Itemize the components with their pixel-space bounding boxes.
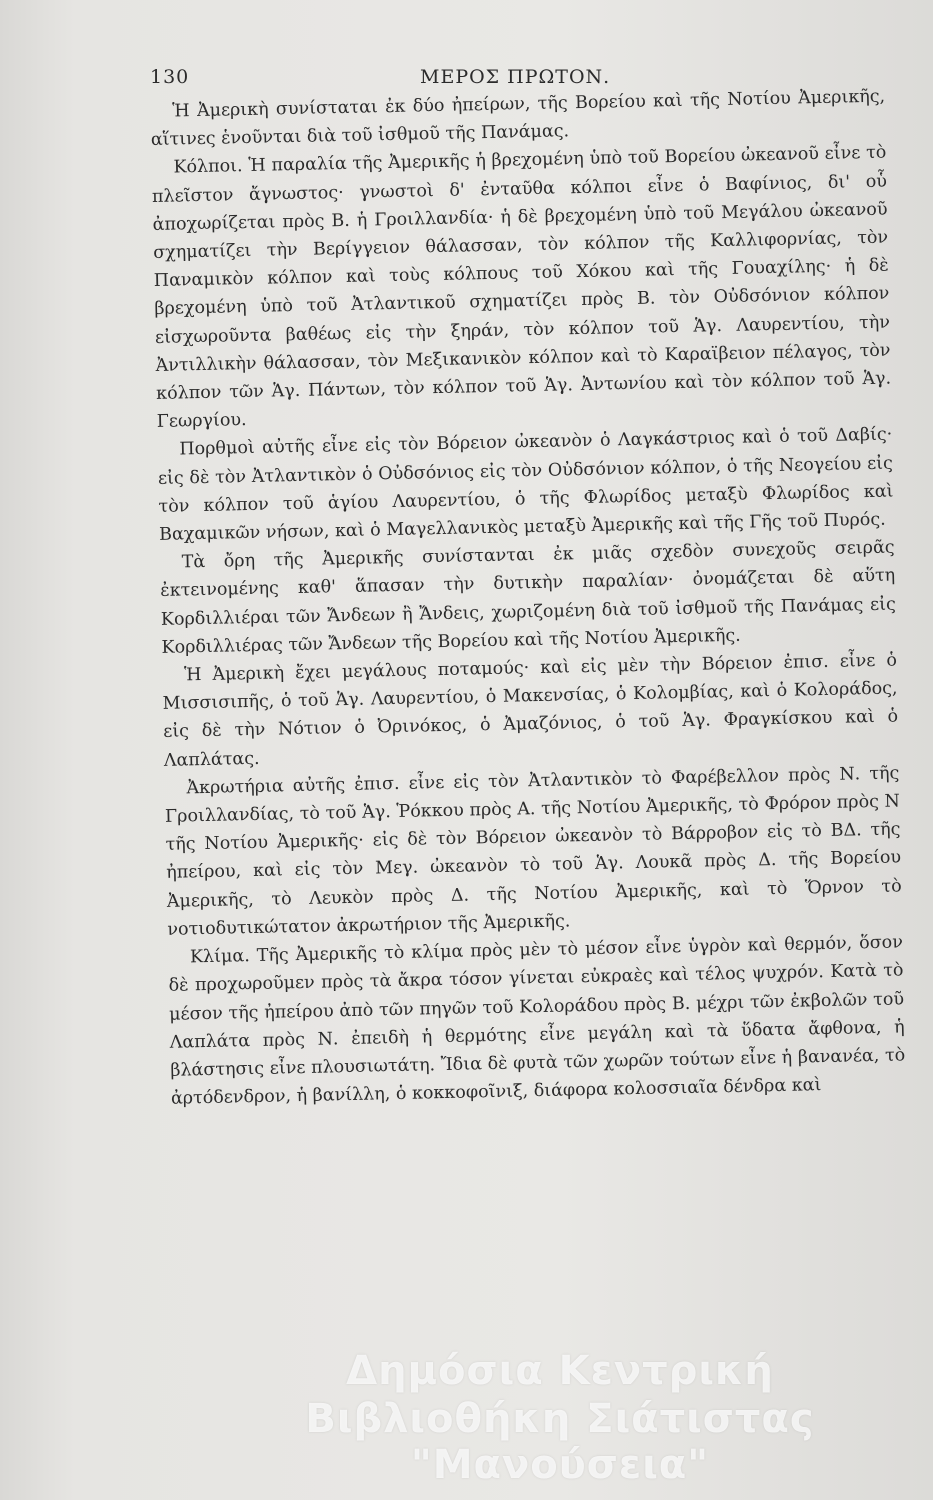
paragraph-capes: Ἀκρωτήρια αὐτῆς ἐπισ. εἶνε εἰς τὸν Ἀτλαντικὸν τὸ Φαρέβελλον πρὸς Ν. τῆς Γροιλλανδίας, τὸ τοῦ Ἁγ. Ῥόκκου πρὸς Α. τῆς Νοτίου Ἀμερικῆς, τὸ Φρόρον πρὸς Ν τῆς Νοτίου Ἀμερικῆς· εἰς δὲ τὸν Βόρειον ὠκεανὸν τὸ Βάρροβον εἰς τὸ ΒΔ. τῆς ἠπείρου, καὶ εἰς τὸν Μεγ. ὠκεανὸν τὸ τοῦ Ἁγ. Λουκᾶ πρὸς Δ. τῆς Βορείου Ἀμερικῆς, τὸ Λευκὸν πρὸς Δ. τῆς Νοτίου Ἀμερικῆς, καὶ τὸ Ὅρνον τὸ νοτιοδυτικώτατον ἀκρωτήριον τῆς Ἀμερικῆς. <box>164 763 902 940</box>
page-number: 130 <box>150 66 190 88</box>
library-watermark-line1: Δημόσια Κεντρική <box>346 1348 774 1394</box>
paragraph-mountains: Τὰ ὄρη τῆς Ἀμερικῆς συνίστανται ἐκ μιᾶς σχεδὸν συνεχοῦς σειρᾶς ἐκτεινομένης καθ' ἅπασαν τὴν δυτικὴν παραλίαν· ὀνομάζεται δὲ αὕτη Κορδιλλιέραι τῶν Ἄνδεων ἢ Ἄνδεις, χωριζομένη διὰ τοῦ ἰσθμοῦ τῆς Πανάμας εἰς Κορδιλλιέρας τῶν Ἄνδεων τῆς Βορείου καὶ τῆς Νοτίου Ἀμερικῆς. <box>160 537 896 658</box>
body-text <box>150 83 906 1113</box>
paragraph-straits: Πορθμοὶ αὐτῆς εἶνε εἰς τὸν Βόρειον ὠκεανὸν ὁ Λαγκάστριος καὶ ὁ τοῦ Δαβίς· εἰς δὲ τὸν Ἀτλαντικὸν ὁ Οὐδσόνιος εἰς τὸν Οὐδσόνιον κόλπον, ὁ τῆς Νεογείου εἰς τὸν κόλπον τοῦ ἁγίου Λαυρεντίου, ὁ τῆς Φλωρίδος μεταξὺ Φλωρίδος καὶ Βαχαμικῶν νήσων, καὶ ὁ Μαγελλανικὸς μεταξὺ Ἀμερικῆς καὶ τῆς Γῆς τοῦ Πυρός. <box>157 424 894 545</box>
paragraph-gulfs: Κόλποι. Ἡ παραλία τῆς Ἀμερικῆς ἡ βρεχομένη ὑπὸ τοῦ Βορείου ὠκεανοῦ εἶνε τὸ πλεῖστον ἄγνωστος· γνωστοὶ δ' ἐνταῦθα κόλποι εἶνε ὁ Βαφίνιος, δι' οὗ ἀποχωρίζεται πρὸς Β. ἡ Γροιλλανδία· ἡ δὲ βρεχομένη ὑπὸ τοῦ Μεγάλου ὠκεανοῦ σχηματίζει τὴν Βερίγγειον θάλασσαν, τὸν κόλπον τῆς Καλλιφορνίας, τὸν Παναμικὸν κόλπον καὶ τοὺς κόλπους τοῦ Χόκου καὶ τῆς Γουαχίλης· ἡ δὲ βρεχομένη ὑπὸ τοῦ Ἀτλαντικοῦ σχηματίζει πρὸς Β. τὸν Οὐδσόνιον κόλπον εἰσχωροῦντα βαθέως εἰς τὴν ξηράν, τὸν κόλπον τοῦ Ἁγ. Λαυρεντίου, τὴν Ἀντιλλικὴν θάλασσαν, τὸν Μεξικανικὸν κόλπον καὶ τὸ Καραϊβειον πέλαγος, τὸν κόλπον τῶν Ἁγ. Πάντων, τὸν κόλπον τοῦ Ἁγ. Ἀντωνίου καὶ τὸν κόλπον τοῦ Ἁγ. Γεωργίου. <box>151 143 892 433</box>
paragraph-climate: Κλίμα. Τῆς Ἀμερικῆς τὸ κλίμα πρὸς μὲν τὸ μέσον εἶνε ὑγρὸν καὶ θερμόν, ὅσον δὲ προχωροῦμεν πρὸς τὰ ἄκρα τόσον γίνεται εὐκραὲς καὶ τέλος ψυχρόν. Κατὰ τὸ μέσον τῆς ἠπείρου ἀπὸ τῶν πηγῶν τοῦ Κολοράδου πρὸς Β. μέχρι τῶν ἐκβολῶν τοῦ Λαπλάτα πρὸς Ν. ἐπειδὴ ἡ θερμότης εἶνε μεγάλη καὶ τὰ ὕδατα ἄφθονα, ἡ βλάστησις εἶνε πλουσιωτάτη. Ἴδια δὲ φυτὰ τῶν χωρῶν τούτων εἶνε ἡ βανανέα, τὸ ἀρτόδενδρον, ἡ βανίλλη, ὁ κοκκοφοῖνιξ, διάφορα κολοσσιαῖα δένδρα καὶ <box>168 932 906 1109</box>
running-head: ΜΕΡΟΣ ΠΡΩΤΟΝ. <box>420 66 611 88</box>
paragraph-intro: Ἡ Ἀμερικὴ συνίσταται ἐκ δύο ἠπείρων, τῆς Βορείου καὶ τῆς Νοτίου Ἀμερικῆς, αἵτινες ἑνοῦνται διὰ τοῦ ἰσθμοῦ τῆς Πανάμας. <box>150 86 886 151</box>
paragraph-rivers: Ἡ Ἀμερικὴ ἔχει μεγάλους ποταμούς· καὶ εἰς μὲν τὴν Βόρειον ἐπισ. εἶνε ὁ Μισσισιπῆς, ὁ τοῦ Ἁγ. Λαυρεντίου, ὁ Μακενσίας, ὁ Κολομβίας, καὶ ὁ Κολοράδος, εἰς δὲ τὴν Νότιον ὁ Ὀρινόκος, ὁ Ἀμαζόνιος, ὁ τοῦ Ἁγ. Φραγκίσκου καὶ ὁ Λαπλάτας. <box>162 650 899 771</box>
library-watermark-line2: Βιβλιοθήκη Σιάτιστας "Μανούσεια" <box>305 1396 815 1488</box>
